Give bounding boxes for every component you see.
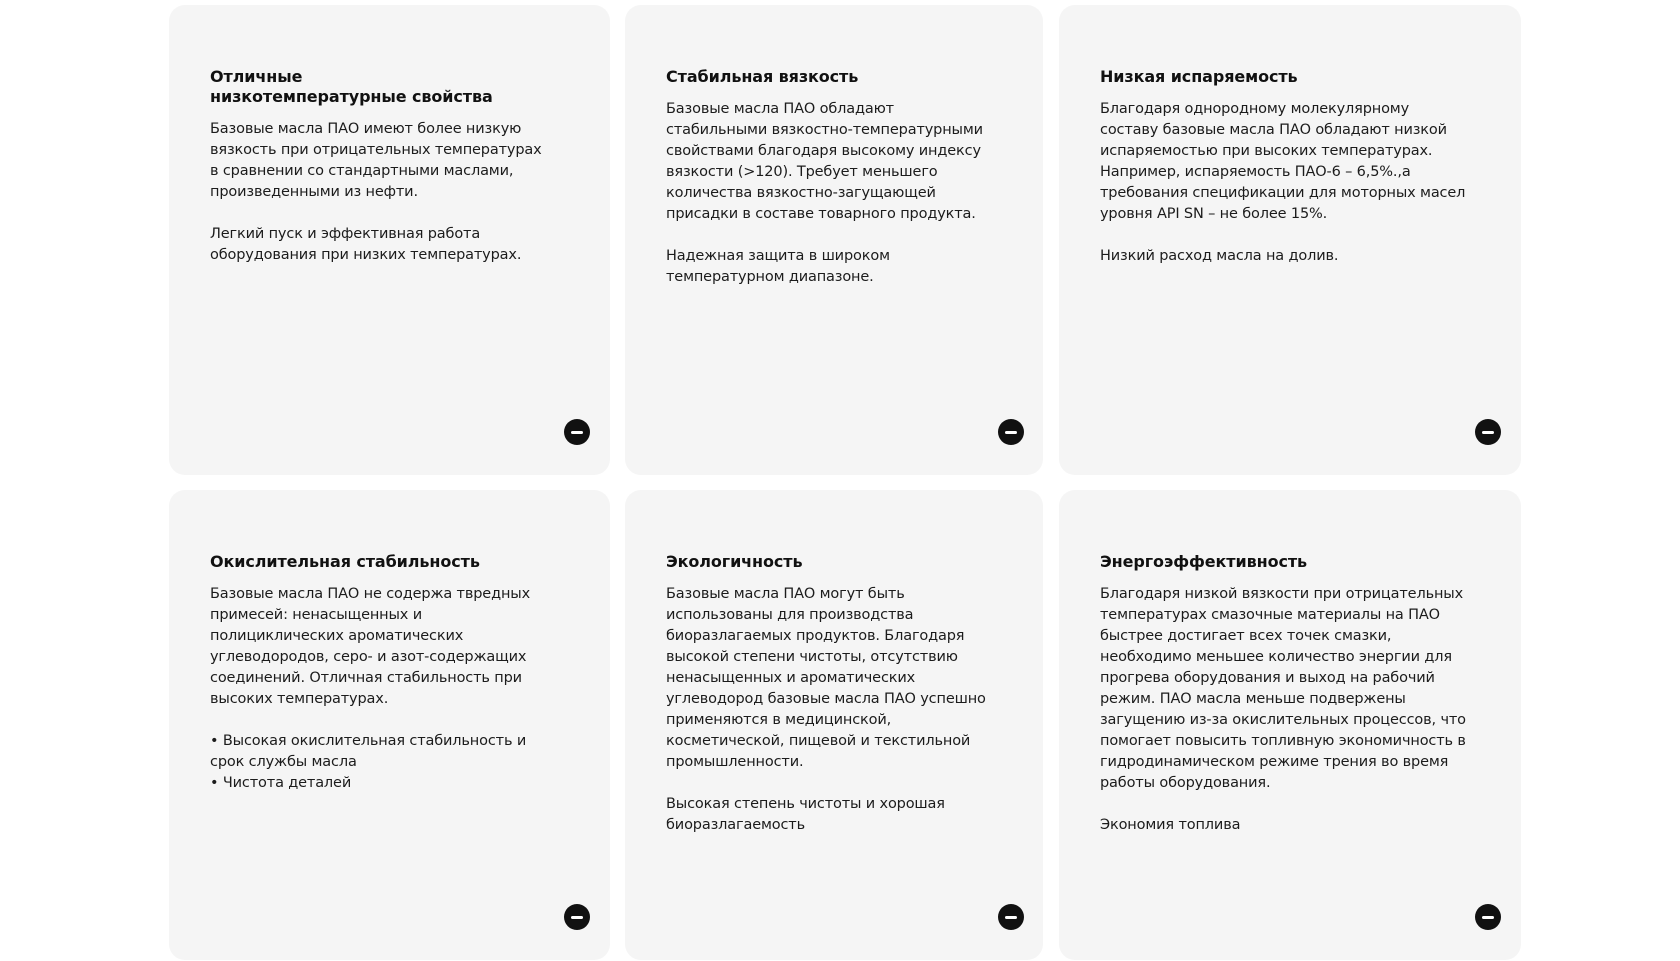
card-text: Базовые масла ПАО обладают стабильными вязкостно-температурными свойствами благодаря высокому индексу вязкости (>120). Требует меньшего количества вязкостно-загущающей присадки в составе товарного продукта. Надежная защита в широком температурном диапазоне. xyxy=(666,101,983,285)
card-title: Энергоэффективность xyxy=(1100,552,1308,571)
feature-card-stable-viscosity xyxy=(625,5,1043,475)
collapse-button[interactable] xyxy=(1475,904,1501,930)
minus-icon xyxy=(1005,916,1017,919)
collapse-button[interactable] xyxy=(564,419,590,445)
feature-card-energy-efficiency xyxy=(1059,490,1521,960)
collapse-button[interactable] xyxy=(564,904,590,930)
card-text: Благодаря низкой вязкости при отрицательных температурах смазочные материалы на ПАО быстрее достигает всех точек смазки, необходимо меньшее количество энергии для прогрева оборудования и выход на рабочий режим. ПАО масла меньше подвержены загущению из-за окислительных процессов, что помогает повысить топливную экономичность в гидродинамическом режиме трения во время работы оборудования. Экономия топлива xyxy=(1100,586,1466,833)
feature-card-ecology xyxy=(625,490,1043,960)
minus-icon xyxy=(571,431,583,434)
card-title: Экологичность xyxy=(666,552,803,571)
card-text: Базовые масла ПАО не содержа твредных примесей: ненасыщенных и полициклических ароматических углеводородов, серо- и азот-содержащих соединений. Отличная стабильность при высоких температурах. • Высокая окислительная стабильность и срок службы масла • Чистота деталей xyxy=(210,586,531,791)
collapse-button[interactable] xyxy=(998,419,1024,445)
card-text: Базовые масла ПАО могут быть использованы для производства биоразлагаемых продуктов. Благодаря высокой степени чистоты, отсутствию ненасыщенных и ароматических углеводород базовые масла ПАО успешно применяются в медицинской, косметической, пищевой и текстильной промышленности. Высокая степень чистоты и хорошая биоразлагаемость xyxy=(666,586,986,833)
card-title: Низкая испаряемость xyxy=(1100,67,1298,86)
minus-icon xyxy=(1482,916,1494,919)
card-text: Благодаря однородному молекулярному составу базовые масла ПАО обладают низкой испаряемостью при высоких температурах. Например, испаряемость ПАО-6 – 6,5%.,а требования спецификации для моторных масел уровня API SN – не более 15%. Низкий расход масла на долив. xyxy=(1100,101,1466,264)
minus-icon xyxy=(1482,431,1494,434)
card-title: Стабильная вязкость xyxy=(666,67,859,86)
card-text: Базовые масла ПАО имеют более низкую вязкость при отрицательных температурах в сравнении со стандартными маслами, произведенными из нефти. Легкий пуск и эффективная работа оборудования при низких температурах. xyxy=(210,121,542,263)
collapse-button[interactable] xyxy=(998,904,1024,930)
card-title: Окислительная стабильность xyxy=(210,552,480,571)
minus-icon xyxy=(1005,431,1017,434)
feature-card-low-volatility xyxy=(1059,5,1521,475)
feature-card-oxidation-stability xyxy=(169,490,610,960)
collapse-button[interactable] xyxy=(1475,419,1501,445)
feature-card-low-temperature xyxy=(169,5,610,475)
card-title: Отличные низкотемпературные свойства xyxy=(210,67,493,106)
minus-icon xyxy=(571,916,583,919)
